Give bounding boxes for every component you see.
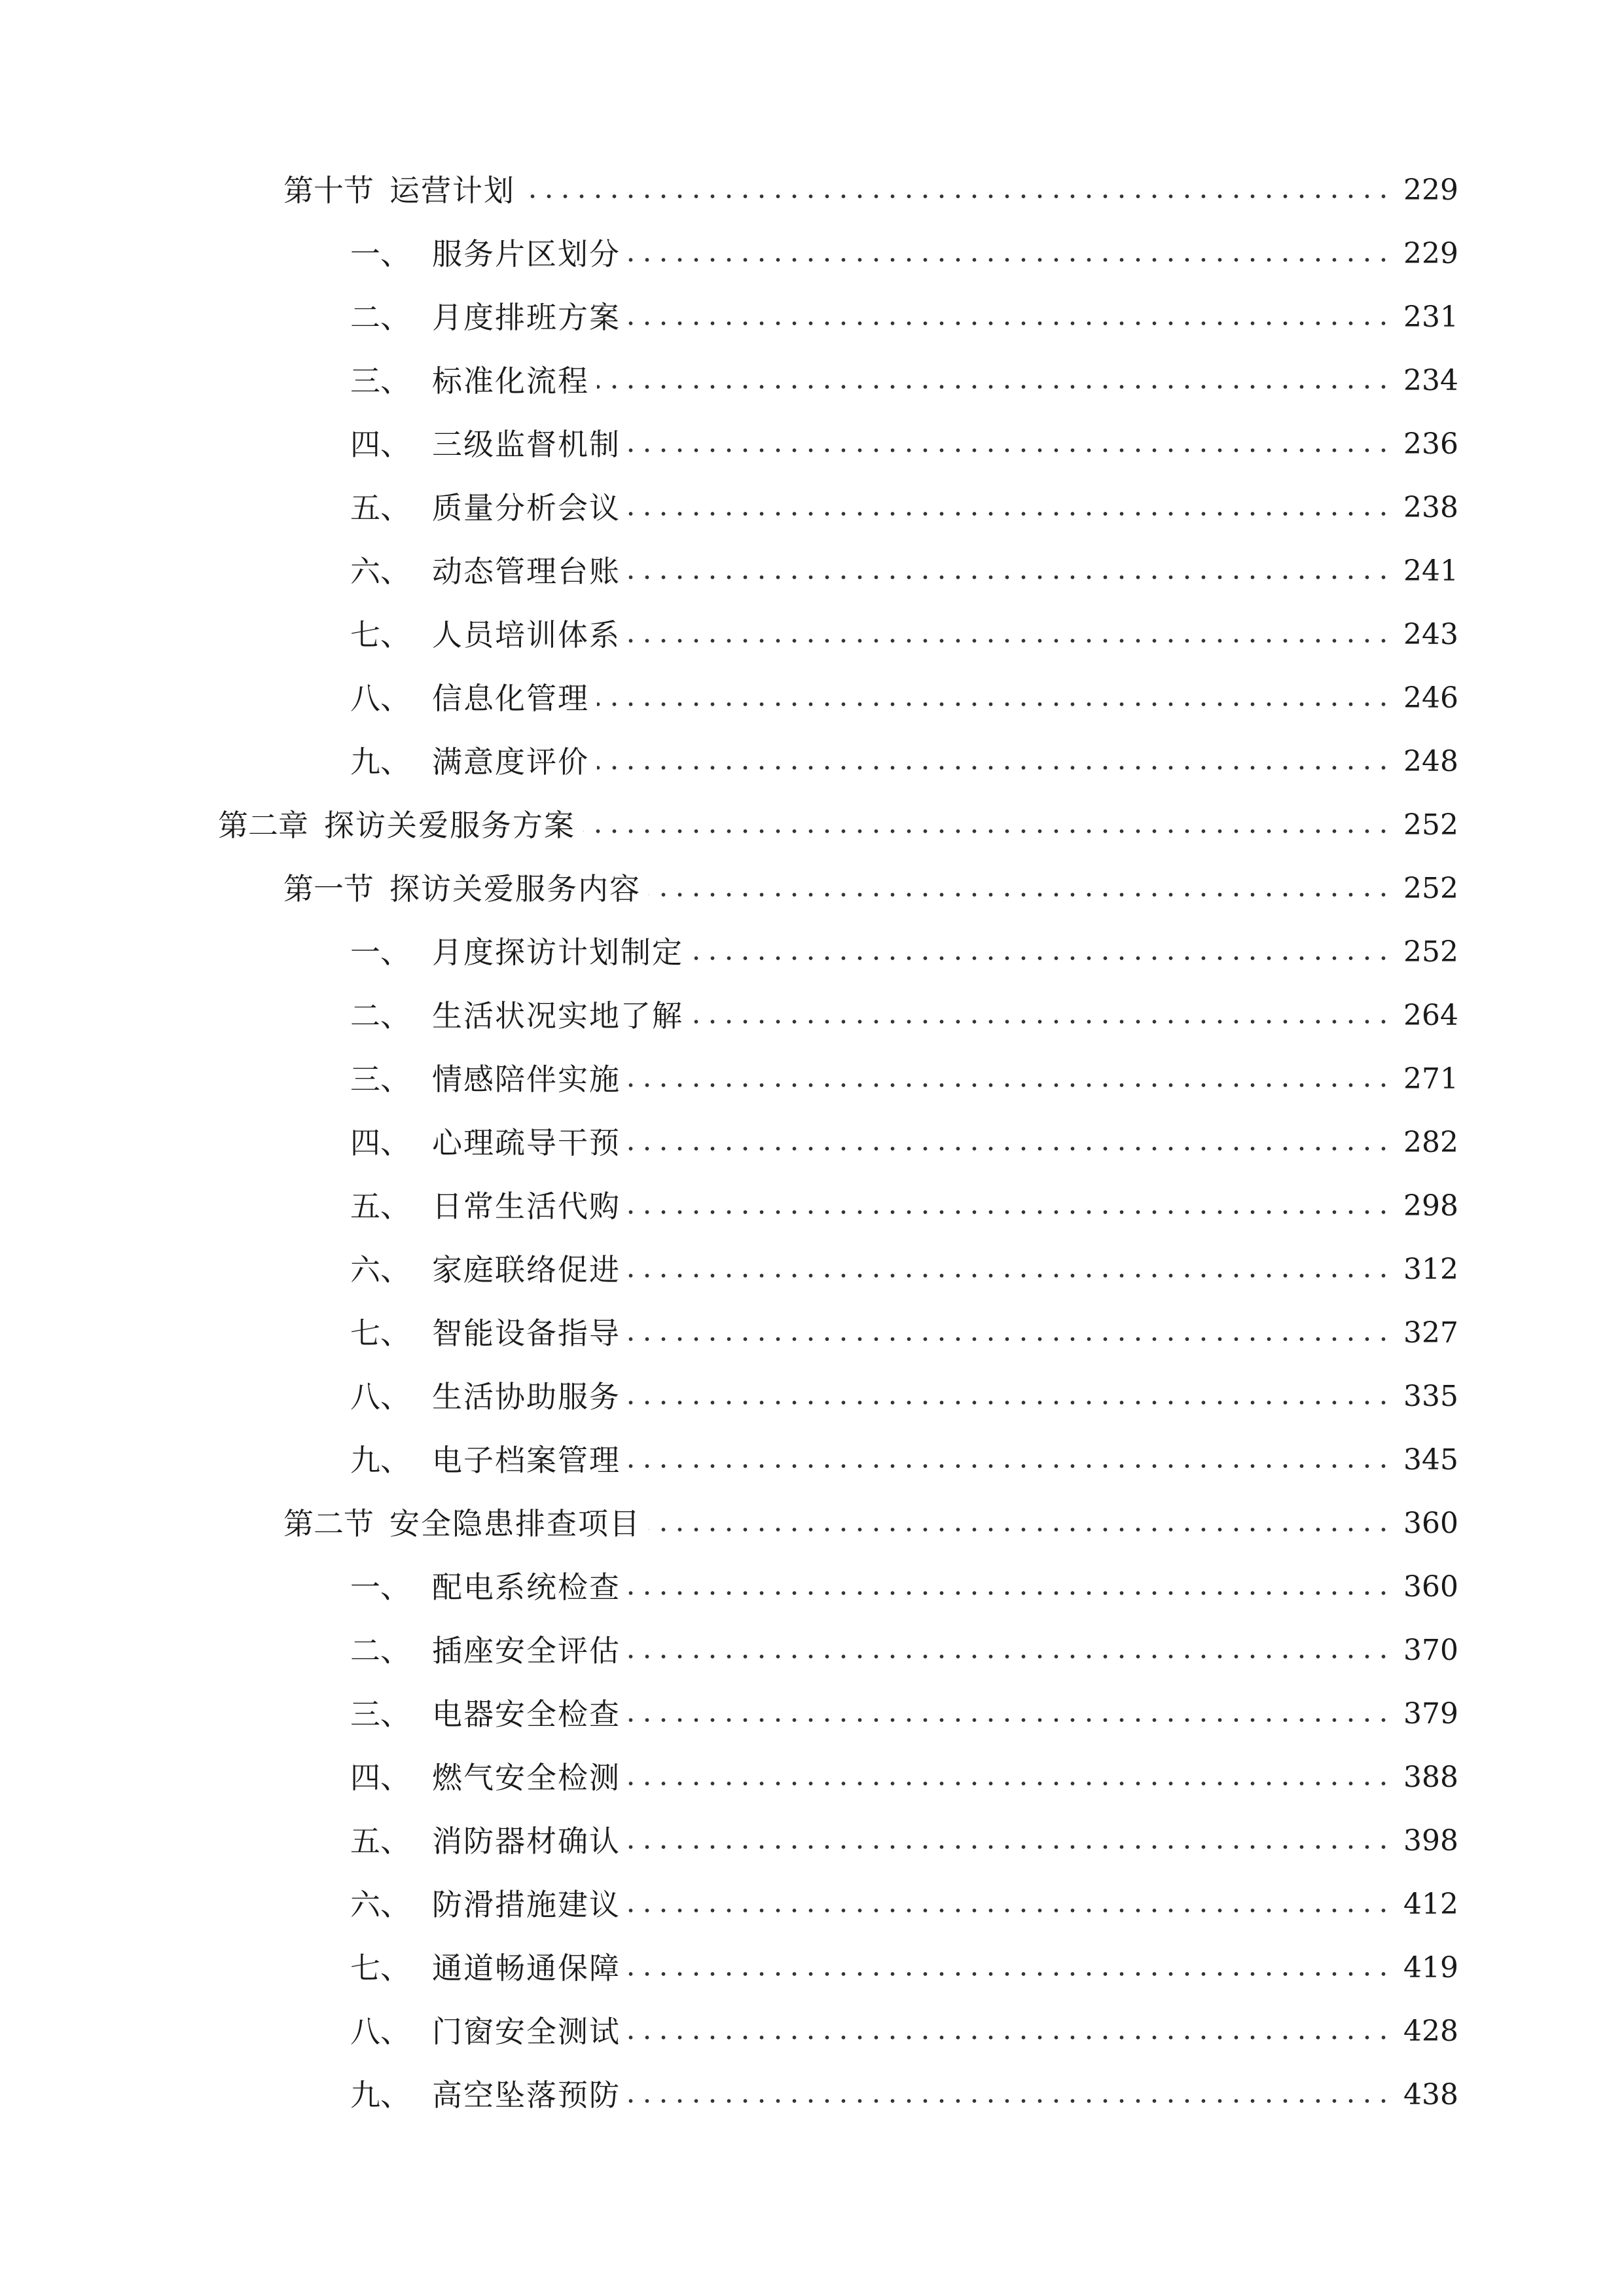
toc-dot-leader xyxy=(628,1779,1392,1788)
toc-dot-leader xyxy=(628,1842,1392,1852)
toc-entry-title: 人员培训体系 xyxy=(432,617,621,653)
toc-entry-title: 通道畅通保障 xyxy=(432,1950,621,1986)
toc-dot-leader xyxy=(628,2096,1392,2106)
toc-entry-title: 高空坠落预防 xyxy=(432,2077,621,2113)
toc-entry-page-number: 360 xyxy=(1403,1507,1458,1540)
toc-entry[interactable] xyxy=(0,210,1624,274)
toc-entry[interactable] xyxy=(0,1861,1624,1924)
toc-entry-title: 情感陪伴实施 xyxy=(432,1062,621,1097)
toc-dot-leader xyxy=(597,700,1392,709)
toc-dot-leader xyxy=(691,954,1392,963)
toc-entry-title: 家庭联络促进 xyxy=(432,1252,621,1287)
toc-entry-page-number: 264 xyxy=(1403,999,1458,1032)
toc-dot-leader xyxy=(628,2033,1392,2042)
toc-entry-page-number: 241 xyxy=(1403,554,1458,588)
toc-entry-page-number: 438 xyxy=(1403,2078,1458,2111)
toc-entry-number: 三、 xyxy=(350,1062,410,1097)
toc-entry-page-number: 231 xyxy=(1403,300,1458,334)
toc-entry-page-number: 282 xyxy=(1403,1126,1458,1159)
toc-entry[interactable] xyxy=(0,274,1624,337)
toc-entry-page-number: 398 xyxy=(1403,1824,1458,1857)
toc-entry-number: 三、 xyxy=(350,363,410,399)
toc-entry-page-number: 345 xyxy=(1403,1443,1458,1477)
toc-entry-number: 七、 xyxy=(350,617,410,653)
toc-entry[interactable] xyxy=(0,781,1624,845)
toc-entry-title: 消防器材确认 xyxy=(432,1823,621,1859)
toc-entry[interactable] xyxy=(0,528,1624,591)
toc-entry-number: 二、 xyxy=(350,1633,410,1668)
toc-entry-page-number: 335 xyxy=(1403,1380,1458,1413)
toc-entry-number: 五、 xyxy=(350,1823,410,1859)
toc-entry[interactable] xyxy=(0,655,1624,718)
toc-entry-page-number: 379 xyxy=(1403,1697,1458,1731)
toc-dot-leader xyxy=(628,1144,1392,1153)
toc-entry-title: 探访关爱服务方案 xyxy=(324,808,575,843)
toc-dot-leader xyxy=(597,763,1392,772)
toc-entry-number: 一、 xyxy=(350,935,410,970)
toc-entry-number: 第二章 xyxy=(218,808,308,843)
toc-entry-page-number: 229 xyxy=(1403,237,1458,270)
toc-entry-page-number: 271 xyxy=(1403,1062,1458,1096)
toc-entry-page-number: 229 xyxy=(1403,173,1458,207)
toc-entry-number: 六、 xyxy=(350,1887,410,1922)
toc-entry-title: 三级监督机制 xyxy=(432,427,621,462)
toc-entry-number: 九、 xyxy=(350,1443,410,1478)
toc-entry-number: 六、 xyxy=(350,554,410,589)
toc-entry[interactable] xyxy=(0,972,1624,1035)
toc-entry-page-number: 246 xyxy=(1403,681,1458,715)
toc-entry-title: 标准化流程 xyxy=(432,363,589,399)
toc-entry-title: 日常生活代购 xyxy=(432,1189,621,1224)
toc-entry-title: 电子档案管理 xyxy=(432,1443,621,1478)
toc-dot-leader xyxy=(628,1335,1392,1344)
toc-dot-leader xyxy=(628,1588,1392,1598)
toc-dot-leader xyxy=(691,1017,1392,1026)
toc-entry[interactable] xyxy=(0,1607,1624,1670)
toc-entry-title: 电器安全检查 xyxy=(432,1696,621,1732)
toc-entry-number: 第一节 xyxy=(283,871,374,906)
toc-entry-number: 六、 xyxy=(350,1252,410,1287)
toc-entry-title: 门窗安全测试 xyxy=(432,2014,621,2049)
toc-entry-title: 配电系统检查 xyxy=(432,1570,621,1605)
toc-entry-number: 九、 xyxy=(350,744,410,780)
toc-entry-title: 满意度评价 xyxy=(432,744,589,780)
toc-dot-leader xyxy=(628,1906,1392,1915)
toc-dot-leader xyxy=(628,1462,1392,1471)
toc-dot-leader xyxy=(628,509,1392,518)
toc-dot-leader xyxy=(628,255,1392,264)
toc-entry-number: 一、 xyxy=(350,1570,410,1605)
toc-dot-leader xyxy=(628,1652,1392,1661)
toc-entry-title: 防滑措施建议 xyxy=(432,1887,621,1922)
toc-entry[interactable] xyxy=(0,1988,1624,2051)
toc-entry[interactable] xyxy=(0,147,1624,210)
toc-entry[interactable] xyxy=(0,908,1624,972)
toc-entry-page-number: 234 xyxy=(1403,364,1458,397)
toc-dot-leader xyxy=(649,1525,1392,1534)
toc-entry[interactable] xyxy=(0,1289,1624,1353)
toc-entry[interactable] xyxy=(0,1162,1624,1226)
toc-entry[interactable] xyxy=(0,464,1624,528)
toc-entry-page-number: 252 xyxy=(1403,935,1458,969)
toc-entry-number: 七、 xyxy=(350,1316,410,1351)
toc-entry-number: 五、 xyxy=(350,490,410,526)
toc-entry-page-number: 298 xyxy=(1403,1189,1458,1223)
toc-entry-number: 三、 xyxy=(350,1696,410,1732)
toc-entry-number: 四、 xyxy=(350,1125,410,1160)
toc-entry-page-number: 252 xyxy=(1403,808,1458,842)
toc-entry-page-number: 360 xyxy=(1403,1570,1458,1604)
toc-entry-number: 四、 xyxy=(350,1760,410,1795)
toc-entry-page-number: 243 xyxy=(1403,618,1458,651)
toc-entry-page-number: 248 xyxy=(1403,745,1458,778)
toc-entry-page-number: 252 xyxy=(1403,872,1458,905)
toc-dot-leader xyxy=(628,446,1392,455)
toc-entry-page-number: 236 xyxy=(1403,427,1458,461)
toc-dot-leader xyxy=(628,1398,1392,1407)
toc-entry-title: 安全隐患排查项目 xyxy=(389,1506,641,1541)
toc-entry-title: 智能设备指导 xyxy=(432,1316,621,1351)
toc-entry-title: 运营计划 xyxy=(389,173,515,208)
toc-dot-leader xyxy=(523,192,1392,201)
toc-entry-title: 插座安全评估 xyxy=(432,1633,621,1668)
toc-entry[interactable] xyxy=(0,337,1624,401)
toc-entry[interactable] xyxy=(0,2051,1624,2115)
toc-entry-number: 九、 xyxy=(350,2077,410,2113)
toc-entry[interactable] xyxy=(0,845,1624,908)
toc-entry-title: 心理疏导干预 xyxy=(432,1125,621,1160)
toc-entry[interactable] xyxy=(0,1353,1624,1416)
toc-dot-leader xyxy=(628,1271,1392,1280)
table-of-contents xyxy=(0,147,1624,2115)
toc-entry-title: 燃气安全检测 xyxy=(432,1760,621,1795)
toc-entry-number: 二、 xyxy=(350,998,410,1033)
toc-entry[interactable] xyxy=(0,1226,1624,1289)
toc-entry-number: 八、 xyxy=(350,2014,410,2049)
toc-entry-page-number: 312 xyxy=(1403,1253,1458,1286)
toc-dot-leader xyxy=(628,573,1392,582)
toc-entry-title: 生活状况实地了解 xyxy=(432,998,683,1033)
toc-dot-leader xyxy=(628,636,1392,645)
toc-entry-number: 五、 xyxy=(350,1189,410,1224)
toc-entry[interactable] xyxy=(0,401,1624,464)
toc-entry-number: 一、 xyxy=(350,236,410,272)
toc-entry-title: 月度排班方案 xyxy=(432,300,621,335)
toc-dot-leader xyxy=(649,890,1392,899)
toc-entry[interactable] xyxy=(0,1924,1624,1988)
toc-entry-number: 八、 xyxy=(350,681,410,716)
toc-entry-number: 第十节 xyxy=(283,173,374,208)
toc-entry-title: 动态管理台账 xyxy=(432,554,621,589)
toc-entry-page-number: 412 xyxy=(1403,1888,1458,1921)
toc-entry[interactable] xyxy=(0,1543,1624,1607)
toc-dot-leader xyxy=(628,319,1392,328)
toc-entry-page-number: 370 xyxy=(1403,1634,1458,1667)
toc-entry[interactable] xyxy=(0,1480,1624,1543)
toc-entry[interactable] xyxy=(0,1670,1624,1734)
toc-entry-page-number: 428 xyxy=(1403,2015,1458,2048)
toc-entry[interactable] xyxy=(0,718,1624,781)
toc-entry-title: 信息化管理 xyxy=(432,681,589,716)
toc-dot-leader xyxy=(628,1081,1392,1090)
toc-entry-page-number: 238 xyxy=(1403,491,1458,524)
toc-entry-page-number: 388 xyxy=(1403,1761,1458,1794)
toc-dot-leader xyxy=(583,827,1392,836)
toc-entry-number: 四、 xyxy=(350,427,410,462)
toc-entry[interactable] xyxy=(0,1035,1624,1099)
toc-entry-page-number: 327 xyxy=(1403,1316,1458,1350)
toc-entry-title: 质量分析会议 xyxy=(432,490,621,526)
toc-dot-leader xyxy=(597,382,1392,391)
toc-entry-title: 月度探访计划制定 xyxy=(432,935,683,970)
toc-entry-title: 生活协助服务 xyxy=(432,1379,621,1414)
toc-entry[interactable] xyxy=(0,1416,1624,1480)
toc-entry[interactable] xyxy=(0,1734,1624,1797)
toc-entry-title: 探访关爱服务内容 xyxy=(389,871,641,906)
toc-dot-leader xyxy=(628,1715,1392,1725)
toc-entry-number: 七、 xyxy=(350,1950,410,1986)
toc-entry[interactable] xyxy=(0,591,1624,655)
toc-entry[interactable] xyxy=(0,1797,1624,1861)
toc-dot-leader xyxy=(628,1208,1392,1217)
toc-entry-number: 二、 xyxy=(350,300,410,335)
toc-dot-leader xyxy=(628,1969,1392,1979)
toc-entry-number: 第二节 xyxy=(283,1506,374,1541)
toc-entry-page-number: 419 xyxy=(1403,1951,1458,1984)
toc-entry-number: 八、 xyxy=(350,1379,410,1414)
toc-entry[interactable] xyxy=(0,1099,1624,1162)
toc-entry-title: 服务片区划分 xyxy=(432,236,621,272)
